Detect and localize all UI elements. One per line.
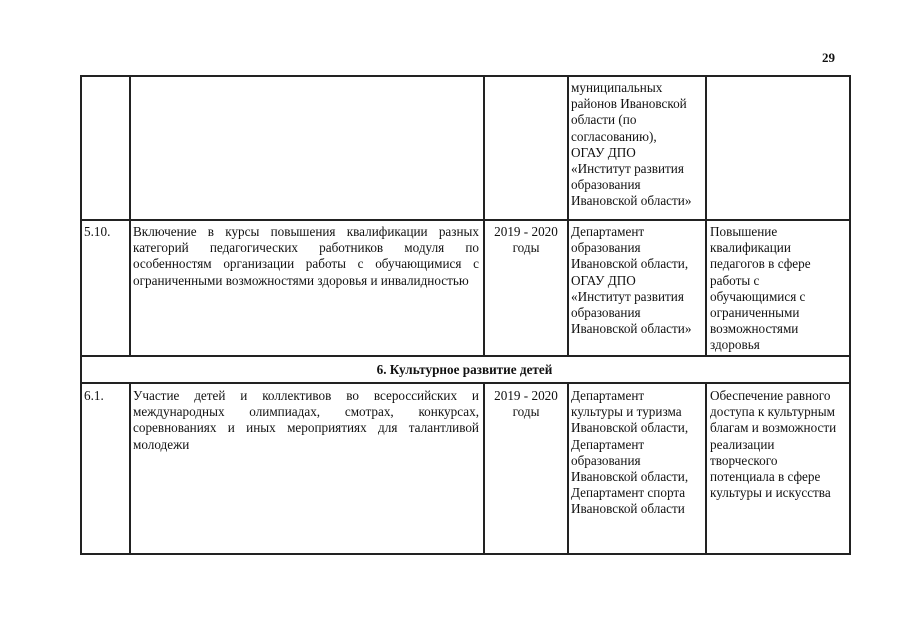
section-heading: 6. Культурное развитие детей	[376, 362, 553, 377]
cell-line: культуры и искусства	[710, 485, 831, 501]
row-number: 5.10.	[84, 224, 111, 239]
cell-line: возможностями	[710, 321, 799, 337]
cell-line: Департамент	[571, 436, 645, 452]
cell-line: Ивановской области,	[571, 420, 689, 436]
cell-line: культуры и туризма	[571, 404, 682, 420]
cell-line: Ивановской области,	[571, 256, 689, 272]
cell-line: области (по	[571, 112, 637, 128]
cell-line: реализации	[710, 436, 775, 452]
row-number: 6.1.	[84, 388, 104, 403]
cell-line: «Институт развития	[571, 288, 684, 304]
cell-line: образования	[571, 452, 641, 468]
cell-line: Ивановской области	[571, 501, 685, 517]
years-cell: 2019 - 2020 годы	[494, 224, 558, 256]
cell-line: потенциала в сфере	[710, 469, 821, 485]
cell-line: благам и возможности	[710, 420, 837, 436]
description-cell: Включение в курсы повышения квалификации разных категорий педагогических работников модуля по особенностям организации работы с обучающимися с ограниченными возможностями здоровья и инвалидностью	[133, 224, 479, 288]
cell-line: Департамент	[571, 388, 645, 403]
result-cell	[710, 224, 848, 354]
cell-line: «Институт развития	[571, 161, 684, 177]
cell-line: творческого	[710, 452, 778, 468]
cell-line: квалификации	[710, 240, 791, 256]
cell-line: ОГАУ ДПО	[571, 272, 636, 288]
cell-line: Ивановской области,	[571, 469, 689, 485]
cell-line: Ивановской области»	[571, 193, 692, 209]
years-cell: 2019 - 2020 годы	[494, 388, 558, 420]
cell-line: образования	[571, 177, 641, 193]
cell-line: педагогов в сфере	[710, 256, 811, 272]
result-cell	[710, 388, 848, 501]
cell-line: муниципальных	[571, 80, 663, 95]
cell-line: доступа к культурным	[710, 404, 835, 420]
cell-line: районов Ивановской	[571, 96, 687, 112]
executor-cell	[571, 80, 705, 210]
description-cell: Участие детей и коллективов во всероссийских и международных олимпиадах, смотрах, конкурсах, соревнованиях и иных мероприятиях для талантливой молодежи	[133, 388, 479, 452]
executor-cell	[571, 224, 705, 337]
cell-line: Департамент	[571, 224, 645, 239]
cell-line: работы с	[710, 272, 760, 288]
cell-line: Департамент спорта	[571, 485, 686, 501]
cell-line: здоровья	[710, 337, 760, 353]
cell-line: образования	[571, 240, 641, 256]
cell-line: Ивановской области»	[571, 321, 692, 337]
cell-line: Обеспечение равного	[710, 388, 831, 403]
cell-line: образования	[571, 305, 641, 321]
cell-line: согласованию),	[571, 128, 657, 144]
executor-cell	[571, 388, 705, 518]
cell-line: обучающимися с	[710, 288, 806, 304]
page-number: 29	[822, 50, 835, 65]
cell-line: Повышение	[710, 224, 778, 239]
cell-line: ограниченными	[710, 305, 800, 321]
cell-line: ОГАУ ДПО	[571, 144, 636, 160]
